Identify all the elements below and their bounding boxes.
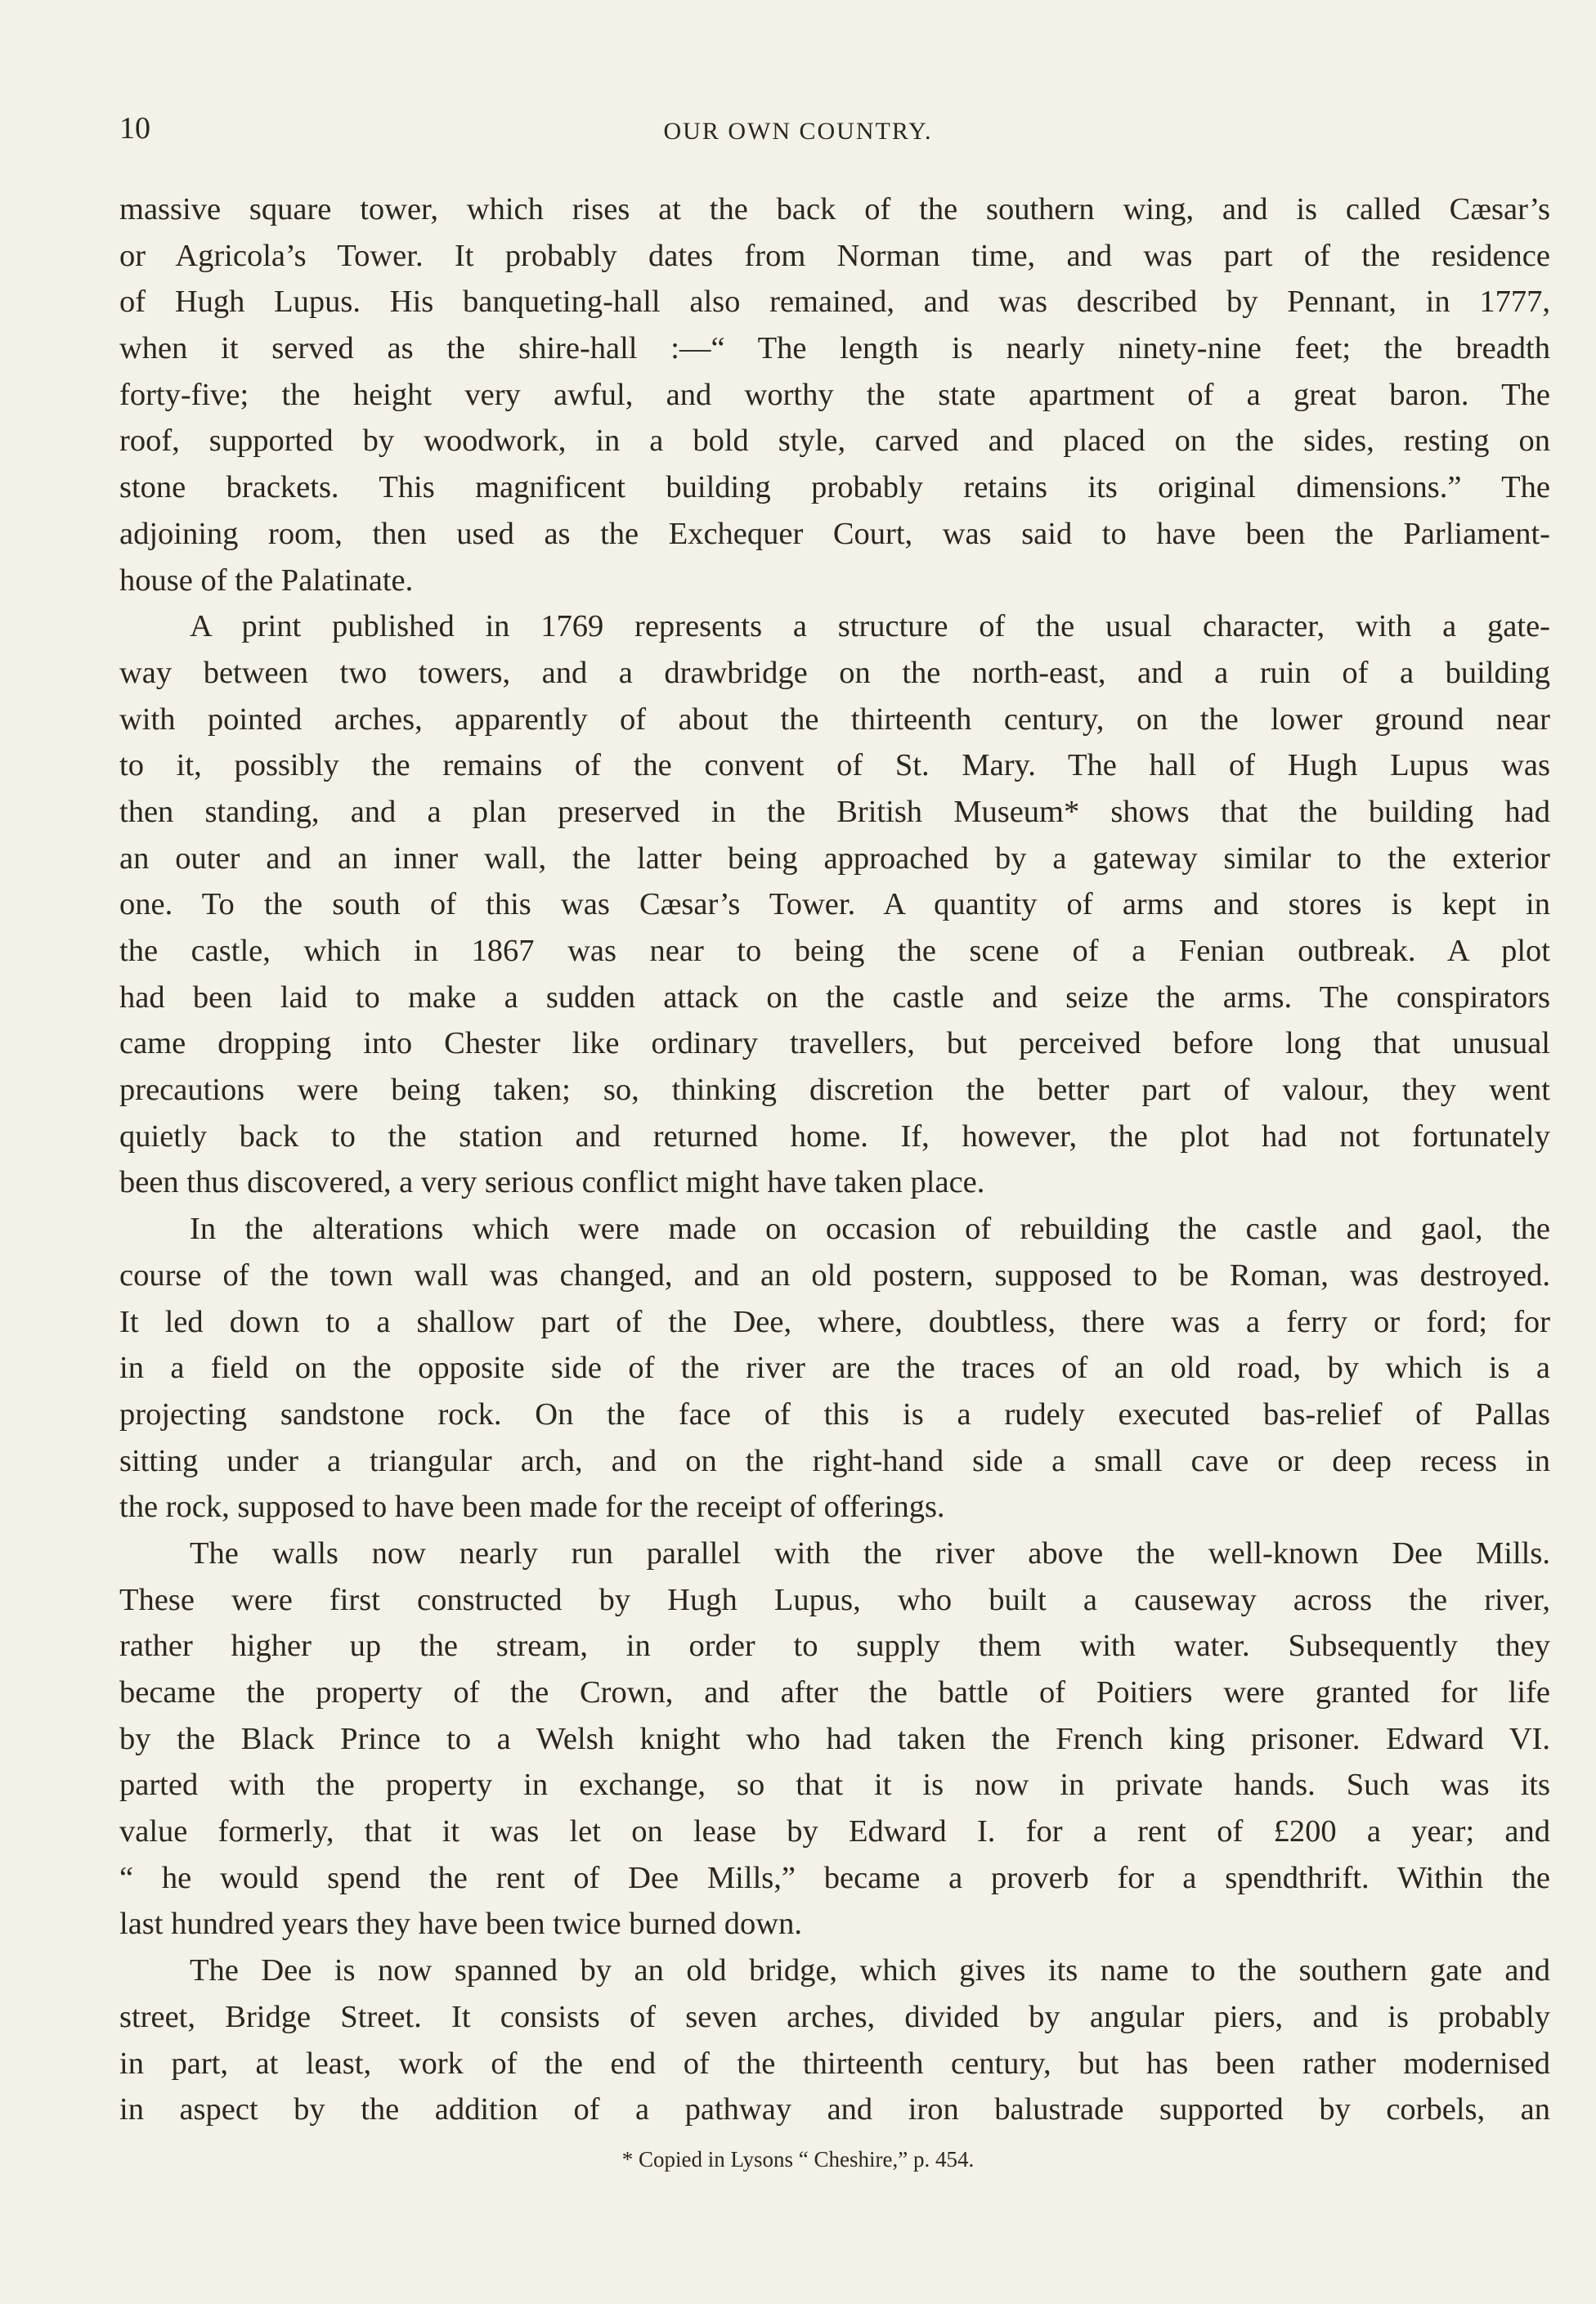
text-line: been thus discovered, a very serious conflict might have taken place. [119, 1165, 985, 1200]
text-line: adjoining room, then used as the Exchequer Court, was said to have been the Parliament- [119, 516, 1550, 551]
text-line: course of the town wall was changed, and an old postern, supposed to be Roman, was destroyed. [119, 1257, 1550, 1293]
text-line: quietly back to the station and returned home. If, however, the plot had not fortunately [119, 1118, 1550, 1154]
page-number: 10 [119, 111, 150, 146]
text-line: It led down to a shallow part of the Dee, where, doubtless, there was a ferry or ford; for [119, 1304, 1550, 1339]
text-line: the rock, supposed to have been made for the receipt of offerings. [119, 1490, 945, 1525]
text-line: when it served as the shire-hall :—“ The length is nearly ninety-nine feet; the breadth [119, 331, 1550, 366]
text-line: the castle, which in 1867 was near to being the scene of a Fenian outbreak. A plot [119, 934, 1550, 968]
text-line: last hundred years they have been twice burned down. [119, 1907, 802, 1942]
text-line: projecting sandstone rock. On the face of this is a rudely executed bas-relief of Pallas [119, 1396, 1550, 1432]
body-text [119, 186, 1550, 2133]
text-line: stone brackets. This magnificent building probably retains its original dimensions.” The [119, 470, 1550, 505]
footnote: * Copied in Lysons “ Cheshire,” p. 454. [621, 2147, 975, 2172]
text-line: “ he would spend the rent of Dee Mills,” became a proverb for a spendthrift. Within the [119, 1860, 1550, 1895]
text-line: by the Black Prince to a Welsh knight who had taken the French king prisoner. Edward VI. [119, 1721, 1550, 1756]
text-line: of Hugh Lupus. His banqueting-hall also remained, and was described by Pennant, in 1777, [119, 285, 1550, 320]
text-line: parted with the property in exchange, so that it is now in private hands. Such was its [119, 1768, 1550, 1803]
text-line: came dropping into Chester like ordinary travellers, but perceived before long that unusual [119, 1026, 1550, 1061]
text-line: then standing, and a plan preserved in the British Museum* shows that the building had [119, 794, 1550, 829]
text-line: forty-five; the height very awful, and worthy the state apartment of a great baron. The [119, 377, 1550, 412]
text-line: with pointed arches, apparently of about the thirteenth century, on the lower ground near [119, 702, 1550, 737]
text-line: in part, at least, work of the end of the thirteenth century, but has been rather modernised [119, 2046, 1550, 2081]
text-line: to it, possibly the remains of the convent of St. Mary. The hall of Hugh Lupus was [119, 748, 1550, 783]
text-line: became the property of the Crown, and after the battle of Poitiers were granted for life [119, 1675, 1550, 1710]
text-line: street, Bridge Street. It consists of seven arches, divided by angular piers, and is probably [119, 1999, 1550, 2034]
text-line: The walls now nearly run parallel with the river above the well-known Dee Mills. [190, 1535, 1550, 1571]
text-line: one. To the south of this was Cæsar’s Tower. A quantity of arms and stores is kept in [119, 887, 1550, 922]
text-line: The Dee is now spanned by an old bridge, which gives its name to the southern gate and [190, 1953, 1550, 1988]
running-title: OUR OWN COUNTRY. [663, 118, 933, 145]
text-line: house of the Palatinate. [119, 563, 414, 598]
text-line: These were first constructed by Hugh Lupus, who built a causeway across the river, [119, 1582, 1550, 1617]
text-line: value formerly, that it was let on lease by Edward I. for a rent of £200 a year; and [119, 1814, 1550, 1849]
text-line: way between two towers, and a drawbridge on the north-east, and a ruin of a building [119, 655, 1550, 690]
text-line: in aspect by the addition of a pathway and iron balustrade supported by corbels, an [119, 2092, 1550, 2127]
text-line: A print published in 1769 represents a structure of the usual character, with a gate- [190, 609, 1550, 644]
text-line: sitting under a triangular arch, and on the right-hand side a small cave or deep recess in [119, 1443, 1550, 1478]
text-line: roof, supported by woodwork, in a bold style, carved and placed on the sides, resting on [119, 424, 1550, 459]
text-line: In the alterations which were made on occasion of rebuilding the castle and gaol, the [190, 1212, 1550, 1247]
text-line: massive square tower, which rises at the back of the southern wing, and is called Cæsar’s [119, 192, 1550, 226]
text-line: precautions were being taken; so, thinking discretion the better part of valour, they went [119, 1073, 1550, 1108]
text-line: or Agricola’s Tower. It probably dates from Norman time, and was part of the residence [119, 238, 1550, 273]
text-line: in a field on the opposite side of the river are the traces of an old road, by which is a [119, 1351, 1550, 1386]
text-line: rather higher up the stream, in order to supply them with water. Subsequently they [119, 1629, 1550, 1664]
text-line: an outer and an inner wall, the latter being approached by a gateway similar to the exterior [119, 840, 1550, 876]
text-line: had been laid to make a sudden attack on the castle and seize the arms. The conspirators [119, 979, 1550, 1015]
